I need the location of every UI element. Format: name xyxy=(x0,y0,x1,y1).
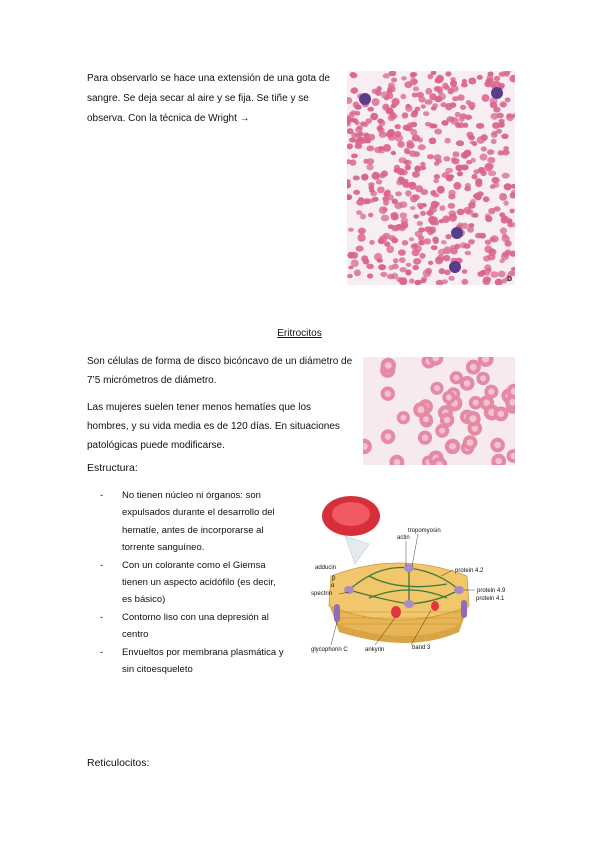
structure-list xyxy=(98,487,288,678)
label-alpha: α xyxy=(331,583,335,589)
label-spectrin: spectrin xyxy=(311,591,333,597)
label-protein-49: protein 4.9 xyxy=(477,588,506,594)
membrane-cytoskeleton-diagram xyxy=(309,494,519,656)
intro-paragraph: Para observarlo se hace una extensión de una gota de sangre. Se deja secar al aire y se fija. Se tiñe y se observa. Con la técnica de Wright → xyxy=(87,73,330,124)
label-band3: band 3 xyxy=(412,645,431,651)
section-title-eritrocitos: Eritrocitos xyxy=(277,328,322,339)
description-paragraph: Son células de forma de disco bicóncavo de un diámetro de 7’5 micrómetros de diámetro. xyxy=(87,356,353,386)
label-protein-41: protein 4.1 xyxy=(476,596,505,602)
label-ankyrin: ankyrin xyxy=(365,647,385,653)
estructura-heading: Estructura: xyxy=(87,462,138,474)
membrane-layers xyxy=(329,563,469,643)
list-item: - Envueltos por membrana plasmática y sin citoesqueleto xyxy=(98,644,288,679)
label-tropomyosin: tropomyosin xyxy=(408,528,441,534)
label-actin: actin xyxy=(397,535,410,541)
label-adducin: adducin xyxy=(315,565,337,571)
label-glycophorin: glycophorin C xyxy=(311,647,348,653)
women-paragraph: Las mujeres suelen tener menos hematíes que los hombres, y su vida media es de 120 días. En situaciones patológicas puede modificarse. xyxy=(87,402,340,451)
red-blood-cells-image xyxy=(363,357,515,465)
bullet-dash: - xyxy=(100,611,104,623)
blood-smear-image xyxy=(347,71,515,285)
label-protein-42: protein 4.2 xyxy=(455,568,484,574)
erythrocyte-shape xyxy=(322,496,380,564)
reticulocitos-heading: Reticulocitos: xyxy=(87,757,150,769)
list-item: - Con un colorante como el Giemsa tienen un aspecto acidófilo (es decir, es básico) xyxy=(98,557,288,609)
smear-corner-label: b xyxy=(507,273,513,283)
list-item: - No tienen núcleo ni órganos: son expulsados durante el desarrollo del hematíe, antes de incorporarse al torrente sanguíneo. xyxy=(98,487,288,557)
bullet-dash: - xyxy=(100,490,104,501)
bullet-dash: - xyxy=(100,559,104,571)
list-item: - Contorno liso con una depresión al centro xyxy=(98,609,288,644)
label-beta: β xyxy=(332,576,336,582)
bullet-dash: - xyxy=(100,646,104,658)
